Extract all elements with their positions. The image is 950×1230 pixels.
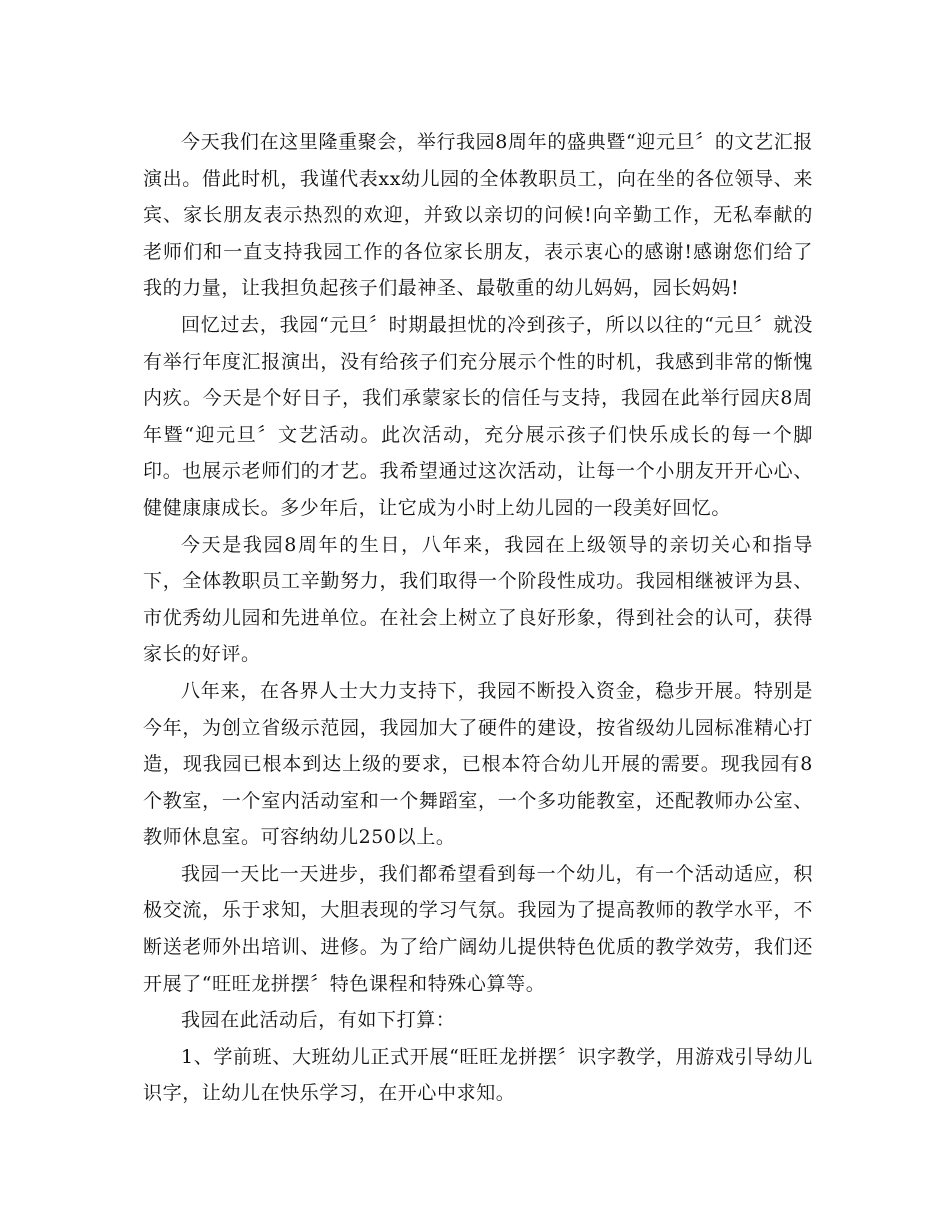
paragraph-opening-welcome: 今天我们在这里隆重聚会，举行我园8周年的盛典暨“迎元旦〞的文艺汇报演出。借此时机，我谨代表xx幼儿园的全体教职员工，向在坐的各位领导、来宾、家长朋友表示热烈的欢迎，并致以亲切的问候!向辛勤工作，无私奉献的老师们和一直支持我园工作的各位家长朋友，表示衷心的感谢!感谢您们给了我的力量，让我担负起孩子们最神圣、最敬重的幼儿妈妈，园长妈妈!: [143, 131, 813, 300]
paragraph-teaching-progress: 我园一天比一天进步，我们都希望看到每一个幼儿，有一个活动适应，积极交流，乐于求知，大胆表现的学习气氛。我园为了提高教师的教学水平，不断送老师外出培训、进修。为了给广阔幼儿提供特色优质的教学效劳，我们还开展了“旺旺龙拼摆〞特色课程和特殊心算等。: [143, 862, 813, 995]
paragraph-plan-item-1: 1、学前班、大班幼儿正式开展“旺旺龙拼摆〞识字教学，用游戏引导幼儿识字，让幼儿在快乐学习，在开心中求知。: [143, 1045, 813, 1105]
paragraph-eighth-anniversary: 今天是我园8周年的生日，八年来，我园在上级领导的亲切关心和指导下，全体教职员工辛勤努力，我们取得一个阶段性成功。我园相继被评为县、市优秀幼儿园和先进单位。在社会上树立了良好形象，得到社会的认可，获得家长的好评。: [143, 533, 813, 666]
document-body: [143, 124, 813, 1112]
paragraph-recollection: 回忆过去，我园“元旦〞时期最担忧的冷到孩子，所以以往的“元旦〞就没有举行年度汇报演出，没有给孩子们充分展示个性的时机，我感到非常的惭愧内疚。今天是个好日子，我们承蒙家长的信任与支持，我园在此举行园庆8周年暨“迎元旦〞文艺活动。此次活动，充分展示孩子们快乐成长的每一个脚印。也展示老师们的才艺。我希望通过这次活动，让每一个小朋友开开心心、健健康康成长。多少年后，让它成为小时上幼儿园的一段美好回忆。: [143, 313, 813, 519]
paragraph-facility-investment: 八年来，在各界人士大力支持下，我园不断投入资金，稳步开展。特别是今年，为创立省级示范园，我园加大了硬件的建设，按省级幼儿园标准精心打造，现我园已根本到达上级的要求，已根本符合幼儿开展的需要。现我园有8个教室，一个室内活动室和一个舞蹈室，一个多功能教室，还配教师办公室、教师休息室。可容纳幼儿250以上。: [143, 679, 813, 849]
paragraph-plans-intro: 我园在此活动后，有如下打算：: [181, 1009, 456, 1032]
